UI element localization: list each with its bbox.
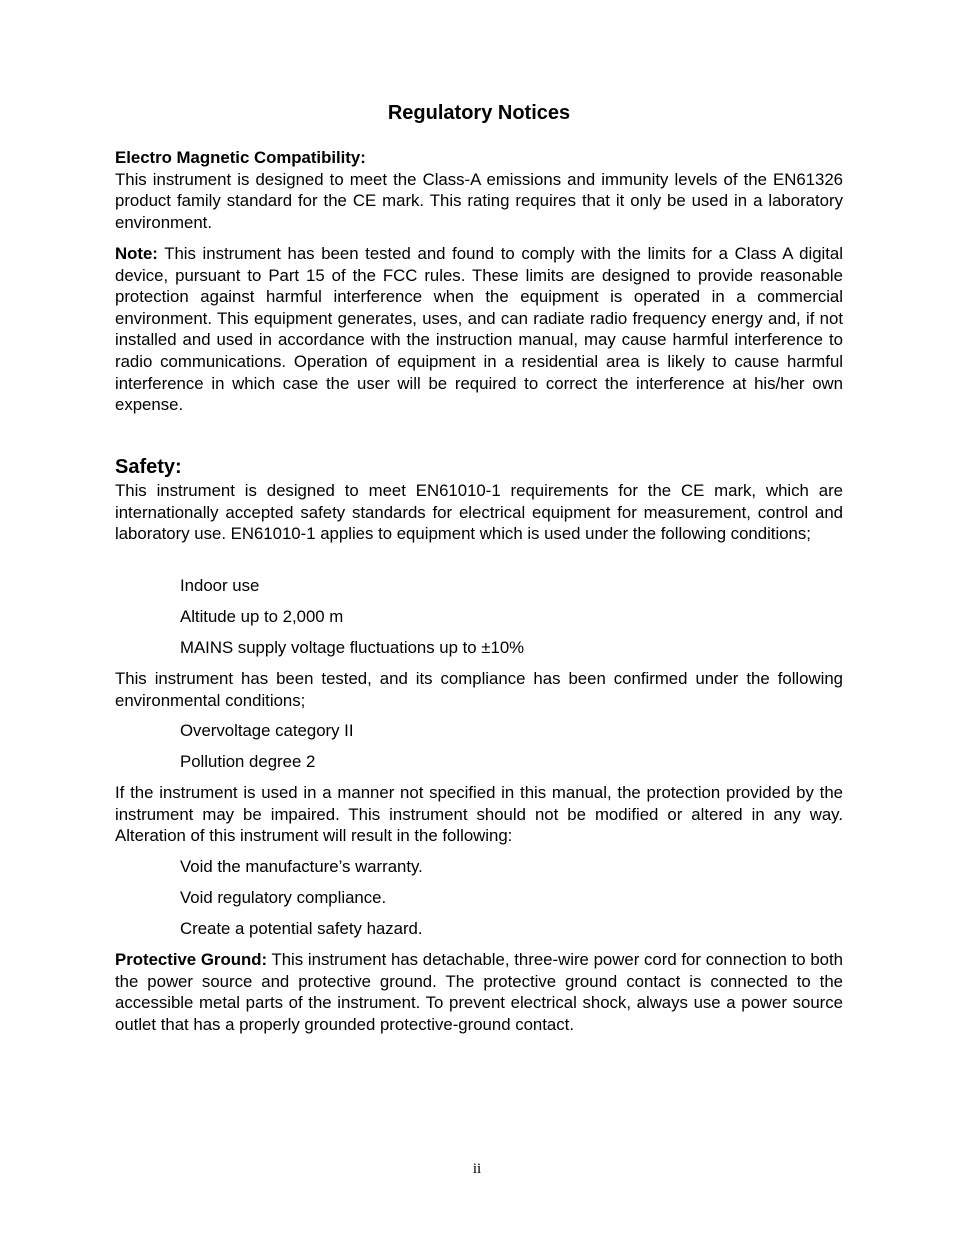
consequence-item: Create a potential safety hazard. [180, 919, 423, 938]
ground-section [115, 949, 843, 1035]
emc-section [115, 147, 843, 233]
condition-item: Altitude up to 2,000 m [180, 607, 344, 626]
tested-paragraph: This instrument has been tested, and its compliance has been confirmed under the following environmental conditions; [115, 669, 843, 710]
consequence-item: Void regulatory compliance. [180, 888, 387, 907]
safety-intro: This instrument is designed to meet EN61010-1 requirements for the CE mark, which are internationally accepted safety standards for electrical equipment for measurement, control and laboratory use. EN61010-1 applies to equipment which is used under the following conditions; [115, 481, 843, 544]
note-paragraph [115, 243, 843, 416]
emc-body: This instrument is designed to meet the Class-A emissions and immunity levels of the EN61326 product family standard for the CE mark. This rating requires that it only be used in a laboratory environment. [115, 169, 843, 232]
note-label: Note: [115, 244, 158, 263]
consequence-item: Void the manufacture’s warranty. [180, 857, 423, 876]
page-title: Regulatory Notices [387, 102, 571, 124]
env-condition-item: Overvoltage category II [180, 721, 354, 740]
misuse-paragraph: If the instrument is used in a manner not specified in this manual, the protection provided by the instrument may be impaired. This instrument should not be modified or altered in any way. Alteration of this instrument will result in the following: [115, 783, 843, 846]
safety-heading: Safety: [115, 456, 182, 478]
ground-label: Protective Ground: [115, 950, 268, 969]
note-body: This instrument has been tested and found to comply with the limits for a Class A digital device, pursuant to Part 15 of the FCC rules. These limits are designed to provide reasonable protection against harmful interference when the equipment is operated in a commercial environment. This equipment generates, uses, and can radiate radio frequency energy and, if not installed and used in accordance with the instruction manual, may cause harmful interference to radio communications. Operation of equipment in a residential area is likely to cause harmful interference in which case the user will be required to correct the interference at his/her own expense. [115, 244, 843, 415]
note-section [115, 243, 843, 416]
env-condition-item: Pollution degree 2 [180, 752, 316, 771]
ground-paragraph [115, 949, 843, 1035]
page-number: ii [472, 1161, 482, 1177]
ground-body: This instrument has detachable, three-wire power cord for connection to both the power source and protective ground. The protective ground contact is connected to the accessible metal parts of the instrument. To prevent electrical shock, always use a power source outlet that has a properly grounded protective-ground contact. [115, 950, 843, 1034]
emc-heading: Electro Magnetic Compatibility: [115, 148, 366, 167]
condition-item: Indoor use [180, 576, 260, 595]
condition-item: MAINS supply voltage fluctuations up to ±10% [180, 638, 525, 657]
